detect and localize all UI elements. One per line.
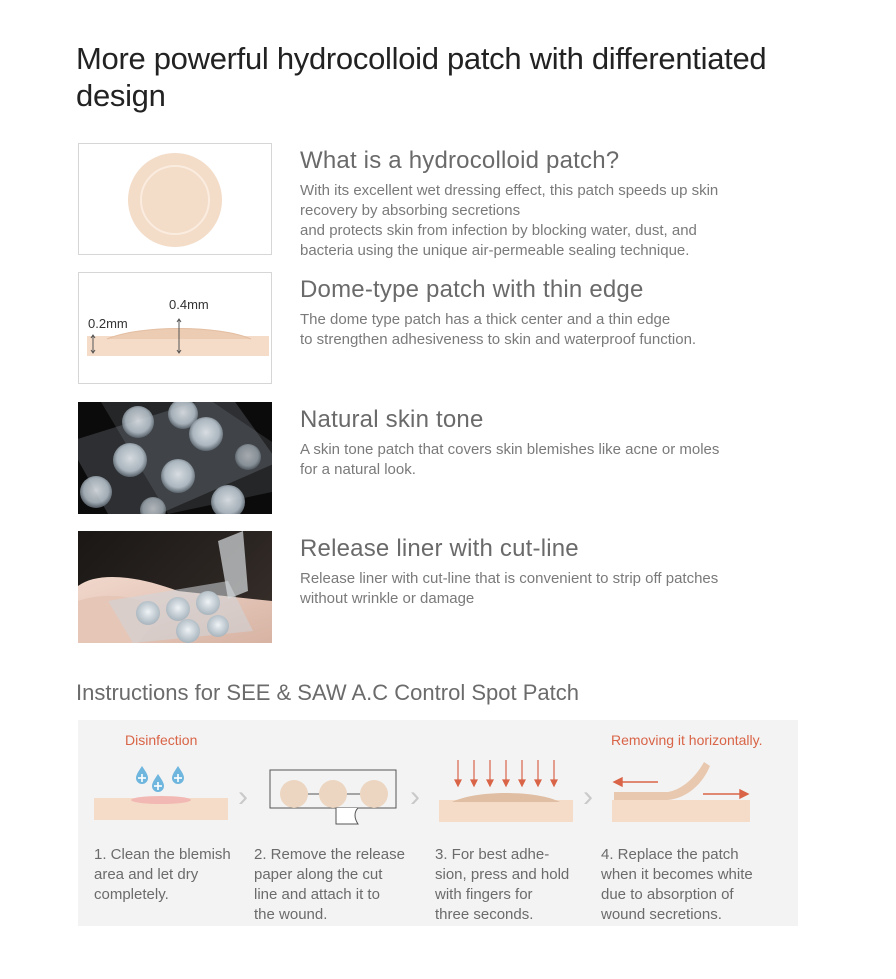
feature-heading: Natural skin tone [300, 406, 484, 433]
step-3-illustration [436, 758, 576, 828]
center-thickness-label: 0.4mm [169, 297, 209, 312]
dome-diagram [78, 272, 272, 384]
step-4-text: 4. Replace the patch when it becomes white due to absorption of wound secretions. [601, 846, 753, 923]
feature-description: The dome type patch has a thick center and a thin edge to strengthen adhesiveness to skin and waterproof function. [300, 311, 697, 348]
step-1-illustration [92, 760, 232, 824]
round-patch-image [78, 143, 272, 255]
removing-label: Removing it horizontally. [611, 732, 763, 748]
edge-thickness-label: 0.2mm [88, 316, 128, 331]
feature-release-liner [78, 531, 838, 643]
feature-dome [78, 272, 838, 384]
patch-sheet-photo [78, 402, 272, 514]
disinfection-label: Disinfection [125, 732, 198, 748]
feature-description: Release liner with cut-line that is convenient to strip off patches without wrinkle or damage [300, 570, 719, 607]
step-2-text: 2. Remove the release paper along the cut line and attach it to the wound. [254, 846, 405, 923]
step-1-text: 1. Clean the blemish area and let dry completely. [94, 846, 231, 903]
step-4-illustration [608, 758, 758, 828]
feature-heading: Dome-type patch with thin edge [300, 276, 644, 303]
feature-description: With its excellent wet dressing effect, this patch speeds up skin recovery by absorbing secretions and protects skin from infection by blocking water, dust, and bacteria using the unique air-permeable sealing technique. [300, 182, 719, 259]
page-title: More powerful hydrocolloid patch with differentiated design [76, 41, 767, 113]
chevron-right-icon: › [238, 780, 248, 813]
chevron-right-icon: › [410, 780, 420, 813]
chevron-right-icon: › [583, 780, 593, 813]
hand-peeling-photo [78, 531, 272, 643]
feature-heading: Release liner with cut-line [300, 535, 579, 562]
instructions-title: Instructions for SEE & SAW A.C Control Spot Patch [76, 680, 579, 705]
feature-hydrocolloid [78, 143, 838, 259]
step-2-illustration [266, 764, 406, 834]
feature-skin-tone [78, 402, 838, 514]
feature-heading: What is a hydrocolloid patch? [300, 147, 620, 174]
step-3-text: 3. For best adhe- sion, press and hold with fingers for three seconds. [435, 846, 570, 923]
feature-description: A skin tone patch that covers skin blemishes like acne or moles for a natural look. [300, 441, 720, 478]
instructions-panel [78, 720, 798, 926]
